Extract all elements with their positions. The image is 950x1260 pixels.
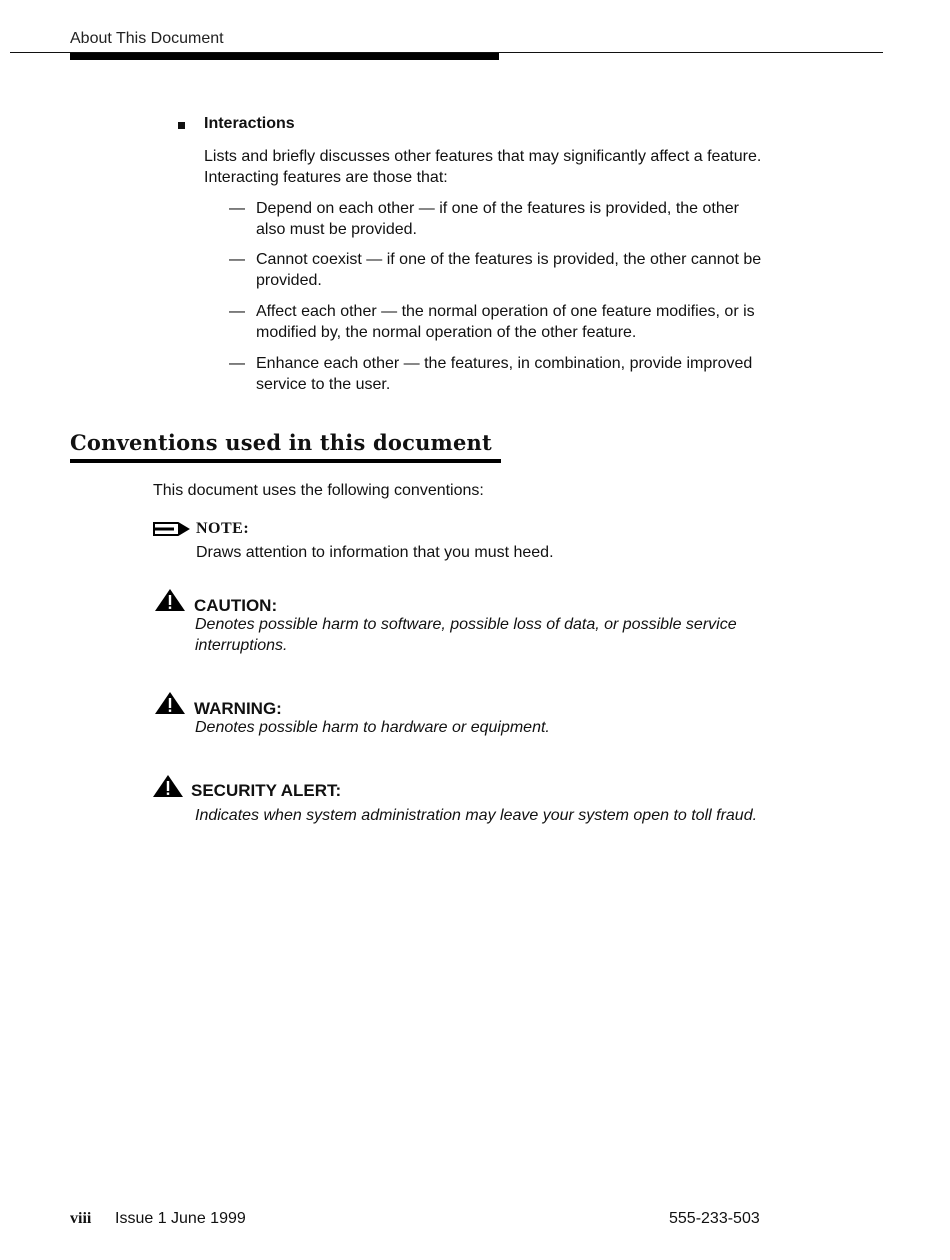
issue-date: Issue 1 June 1999	[115, 1210, 246, 1227]
document-number: 555-233-503	[669, 1210, 760, 1227]
note-text: Draws attention to information that you must heed.	[196, 544, 554, 561]
bullet-title: Interactions	[204, 115, 295, 132]
dash-item-text: Depend on each other — if one of the features is provided, the other also must be provided.	[256, 200, 739, 238]
caution-label: CAUTION:	[194, 596, 278, 615]
dash-marker: —	[229, 200, 245, 217]
dash-item-text: Cannot coexist — if one of the features is provided, the other cannot be provided.	[256, 251, 762, 289]
warning-text: Denotes possible harm to hardware or equipment.	[195, 719, 550, 736]
warning-triangle-icon	[152, 774, 184, 803]
conventions-intro: This document uses the following conventions:	[153, 482, 484, 499]
page-number: viii	[70, 1210, 92, 1227]
security-alert-label: SECURITY ALERT:	[191, 781, 342, 800]
warning-triangle-icon	[154, 691, 186, 720]
dash-marker: —	[229, 355, 245, 372]
square-bullet-icon	[178, 122, 185, 129]
note-label: NOTE:	[196, 520, 250, 537]
note-arrow-icon	[152, 520, 190, 543]
running-header: About This Document	[70, 30, 224, 47]
dash-item-text: Affect each other — the normal operation of one feature modifies, or is modified by, the normal operation of the other feature.	[256, 303, 755, 341]
dash-item-text: Enhance each other — the features, in combination, provide improved service to the user.	[256, 355, 753, 393]
dash-marker: —	[229, 251, 245, 268]
caution-text: Denotes possible harm to software, possible loss of data, or possible service interruptions.	[195, 616, 737, 654]
bullet-intro-paragraph: Lists and briefly discusses other features that may significantly affect a feature. Interacting features are those that:	[204, 148, 762, 186]
section-heading-rule	[70, 459, 501, 463]
warning-triangle-icon	[154, 588, 186, 617]
dash-marker: —	[229, 303, 245, 320]
header-thick-rule	[70, 53, 499, 60]
section-heading: Conventions used in this document	[70, 430, 492, 455]
security-alert-text: Indicates when system administration may leave your system open to toll fraud.	[195, 807, 758, 824]
warning-label: WARNING:	[194, 699, 282, 718]
